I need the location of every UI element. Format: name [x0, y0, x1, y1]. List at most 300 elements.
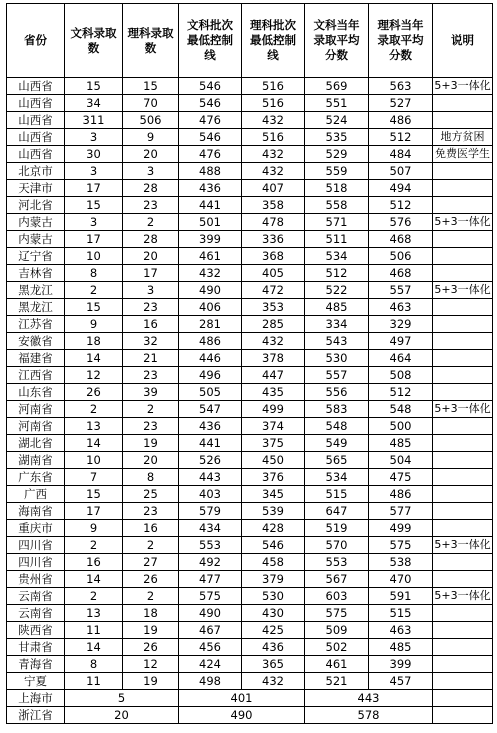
table-cell: 575 — [369, 537, 433, 554]
table-cell: 546 — [179, 95, 242, 112]
table-cell: 511 — [305, 231, 369, 248]
table-cell: 山西省 — [7, 112, 65, 129]
table-cell: 376 — [242, 469, 305, 486]
table-cell — [433, 350, 493, 367]
table-cell: 23 — [123, 197, 179, 214]
table-cell: 463 — [369, 299, 433, 316]
table-cell: 447 — [242, 367, 305, 384]
table-cell: 432 — [242, 673, 305, 690]
table-cell: 430 — [242, 605, 305, 622]
table-cell: 576 — [369, 214, 433, 231]
table-cell: 516 — [242, 95, 305, 112]
column-header: 理科当年录取平均分数 — [369, 4, 433, 78]
table-cell: 500 — [369, 418, 433, 435]
table-cell: 河南省 — [7, 418, 65, 435]
table-row-merged — [7, 690, 493, 707]
table-cell: 26 — [123, 639, 179, 656]
table-cell: 16 — [123, 316, 179, 333]
table-cell: 27 — [123, 554, 179, 571]
table-cell: 3 — [65, 214, 123, 231]
table-cell: 15 — [123, 78, 179, 95]
table-cell: 461 — [179, 248, 242, 265]
table-cell: 524 — [305, 112, 369, 129]
table-cell — [433, 384, 493, 401]
column-header: 理科批次最低控制线 — [242, 4, 305, 78]
table-cell: 311 — [65, 112, 123, 129]
table-cell: 432 — [242, 112, 305, 129]
table-cell: 2 — [65, 537, 123, 554]
table-cell: 518 — [305, 180, 369, 197]
column-header: 文科批次最低控制线 — [179, 4, 242, 78]
table-cell: 30 — [65, 146, 123, 163]
table-cell: 山东省 — [7, 384, 65, 401]
table-row — [7, 639, 493, 656]
table-cell: 425 — [242, 622, 305, 639]
table-cell: 475 — [369, 469, 433, 486]
table-cell: 406 — [179, 299, 242, 316]
table-cell: 15 — [65, 197, 123, 214]
table-cell: 565 — [305, 452, 369, 469]
table-cell — [433, 486, 493, 503]
table-cell: 15 — [65, 299, 123, 316]
table-cell: 辽宁省 — [7, 248, 65, 265]
table-cell: 484 — [369, 146, 433, 163]
table-cell: 476 — [179, 146, 242, 163]
table-cell: 内蒙古 — [7, 231, 65, 248]
table-cell: 436 — [242, 639, 305, 656]
table-row — [7, 214, 493, 231]
table-row — [7, 299, 493, 316]
table-cell: 368 — [242, 248, 305, 265]
table-row — [7, 452, 493, 469]
table-cell: 2 — [123, 588, 179, 605]
table-cell: 519 — [305, 520, 369, 537]
table-cell: 506 — [369, 248, 433, 265]
table-cell: 534 — [305, 248, 369, 265]
table-cell: 450 — [242, 452, 305, 469]
table-cell: 435 — [242, 384, 305, 401]
table-cell: 512 — [369, 384, 433, 401]
table-cell: 336 — [242, 231, 305, 248]
table-cell: 546 — [179, 78, 242, 95]
table-cell: 578 — [305, 707, 433, 724]
table-cell — [433, 316, 493, 333]
table-cell: 天津市 — [7, 180, 65, 197]
table-cell: 14 — [65, 571, 123, 588]
table-row — [7, 537, 493, 554]
table-cell: 11 — [65, 673, 123, 690]
table-row — [7, 282, 493, 299]
table-cell: 527 — [369, 95, 433, 112]
table-row — [7, 146, 493, 163]
table-cell: 13 — [65, 605, 123, 622]
table-cell: 559 — [305, 163, 369, 180]
table-row — [7, 231, 493, 248]
table-cell: 512 — [369, 129, 433, 146]
table-cell: 470 — [369, 571, 433, 588]
admission-table — [6, 3, 493, 724]
table-cell: 免费医学生 — [433, 146, 493, 163]
table-cell: 547 — [179, 401, 242, 418]
table-cell: 2 — [65, 588, 123, 605]
table-cell — [433, 452, 493, 469]
table-cell: 18 — [65, 333, 123, 350]
table-cell: 556 — [305, 384, 369, 401]
table-cell: 548 — [369, 401, 433, 418]
table-cell: 山西省 — [7, 146, 65, 163]
table-cell: 477 — [179, 571, 242, 588]
header-row — [7, 4, 493, 78]
table-cell: 8 — [65, 265, 123, 282]
table-cell: 20 — [123, 146, 179, 163]
table-cell: 530 — [305, 350, 369, 367]
table-cell: 499 — [369, 520, 433, 537]
table-cell: 广西 — [7, 486, 65, 503]
table-cell: 424 — [179, 656, 242, 673]
table-cell: 湖北省 — [7, 435, 65, 452]
table-cell — [433, 554, 493, 571]
table-cell: 11 — [65, 622, 123, 639]
table-cell-empty — [433, 707, 493, 724]
table-cell: 516 — [242, 129, 305, 146]
table-row — [7, 418, 493, 435]
table-cell: 443 — [305, 690, 433, 707]
table-cell — [433, 639, 493, 656]
table-cell: 浙江省 — [7, 707, 65, 724]
table-body — [7, 78, 493, 724]
table-cell: 486 — [179, 333, 242, 350]
table-cell: 504 — [369, 452, 433, 469]
table-cell: 34 — [65, 95, 123, 112]
column-header: 理科录取数 — [123, 4, 179, 78]
table-cell: 12 — [65, 367, 123, 384]
table-cell — [433, 520, 493, 537]
table-cell: 575 — [305, 605, 369, 622]
column-header: 文科录取数 — [65, 4, 123, 78]
table-cell: 446 — [179, 350, 242, 367]
table-cell: 2 — [123, 401, 179, 418]
table-row — [7, 265, 493, 282]
table-cell: 432 — [179, 265, 242, 282]
table-cell: 502 — [305, 639, 369, 656]
table-cell: 441 — [179, 435, 242, 452]
table-cell: 538 — [369, 554, 433, 571]
table-cell: 443 — [179, 469, 242, 486]
table-cell: 15 — [65, 486, 123, 503]
table-row — [7, 435, 493, 452]
table-cell: 486 — [369, 486, 433, 503]
table-cell — [433, 673, 493, 690]
table-cell: 468 — [369, 231, 433, 248]
table-cell: 陕西省 — [7, 622, 65, 639]
table-cell: 557 — [369, 282, 433, 299]
table-cell: 285 — [242, 316, 305, 333]
table-cell: 18 — [123, 605, 179, 622]
table-row — [7, 333, 493, 350]
table-cell: 25 — [123, 486, 179, 503]
table-cell — [433, 248, 493, 265]
table-cell: 478 — [242, 214, 305, 231]
table-row — [7, 554, 493, 571]
table-cell: 19 — [123, 435, 179, 452]
table-cell: 432 — [242, 333, 305, 350]
table-cell: 15 — [65, 78, 123, 95]
table-cell: 501 — [179, 214, 242, 231]
table-cell — [433, 418, 493, 435]
table-cell: 3 — [123, 282, 179, 299]
table-cell: 515 — [305, 486, 369, 503]
table-cell: 535 — [305, 129, 369, 146]
table-cell: 17 — [65, 503, 123, 520]
table-cell — [433, 503, 493, 520]
table-cell: 5+3一体化 — [433, 401, 493, 418]
column-header: 文科当年录取平均分数 — [305, 4, 369, 78]
table-cell: 515 — [369, 605, 433, 622]
table-cell: 山西省 — [7, 95, 65, 112]
table-cell: 374 — [242, 418, 305, 435]
table-row — [7, 367, 493, 384]
table-cell: 云南省 — [7, 605, 65, 622]
table-cell: 403 — [179, 486, 242, 503]
table-row — [7, 316, 493, 333]
table-cell: 553 — [305, 554, 369, 571]
table-row — [7, 588, 493, 605]
table-cell: 375 — [242, 435, 305, 452]
table-cell: 甘肃省 — [7, 639, 65, 656]
table-cell: 490 — [179, 605, 242, 622]
table-cell: 青海省 — [7, 656, 65, 673]
table-cell: 10 — [65, 452, 123, 469]
table-cell: 19 — [123, 622, 179, 639]
table-cell: 567 — [305, 571, 369, 588]
table-cell: 436 — [179, 418, 242, 435]
table-cell: 湖南省 — [7, 452, 65, 469]
table-cell: 14 — [65, 350, 123, 367]
table-cell: 福建省 — [7, 350, 65, 367]
table-cell — [433, 163, 493, 180]
table-cell: 贵州省 — [7, 571, 65, 588]
table-row — [7, 622, 493, 639]
table-row — [7, 180, 493, 197]
table-row — [7, 95, 493, 112]
table-cell: 2 — [65, 282, 123, 299]
table-cell: 497 — [369, 333, 433, 350]
table-cell: 551 — [305, 95, 369, 112]
table-cell: 458 — [242, 554, 305, 571]
table-cell: 23 — [123, 367, 179, 384]
table-cell: 8 — [123, 469, 179, 486]
table-cell: 546 — [179, 129, 242, 146]
table-cell: 重庆市 — [7, 520, 65, 537]
table-cell: 20 — [123, 452, 179, 469]
table-cell — [433, 367, 493, 384]
table-cell: 5+3一体化 — [433, 214, 493, 231]
table-cell: 378 — [242, 350, 305, 367]
table-cell: 2 — [65, 401, 123, 418]
table-cell: 506 — [123, 112, 179, 129]
table-cell: 3 — [65, 163, 123, 180]
table-cell: 16 — [65, 554, 123, 571]
table-cell: 399 — [179, 231, 242, 248]
table-cell — [433, 299, 493, 316]
table-cell: 577 — [369, 503, 433, 520]
table-cell — [433, 571, 493, 588]
table-cell: 485 — [369, 435, 433, 452]
table-cell: 17 — [123, 265, 179, 282]
table-cell: 17 — [65, 180, 123, 197]
table-row — [7, 571, 493, 588]
table-row — [7, 673, 493, 690]
table-row — [7, 78, 493, 95]
table-cell: 492 — [179, 554, 242, 571]
table-cell: 508 — [369, 367, 433, 384]
table-cell: 529 — [305, 146, 369, 163]
table-cell — [433, 656, 493, 673]
table-cell: 7 — [65, 469, 123, 486]
table-cell: 509 — [305, 622, 369, 639]
table-cell: 39 — [123, 384, 179, 401]
table-row — [7, 656, 493, 673]
table-cell: 12 — [123, 656, 179, 673]
table-cell-empty — [433, 690, 493, 707]
table-cell: 563 — [369, 78, 433, 95]
table-row — [7, 384, 493, 401]
table-cell: 江苏省 — [7, 316, 65, 333]
table-cell: 2 — [123, 214, 179, 231]
table-cell: 464 — [369, 350, 433, 367]
table-cell: 28 — [123, 180, 179, 197]
table-cell: 北京市 — [7, 163, 65, 180]
table-cell: 512 — [369, 197, 433, 214]
table-cell: 432 — [242, 146, 305, 163]
table-cell: 14 — [65, 639, 123, 656]
table-cell: 456 — [179, 639, 242, 656]
table-row-merged — [7, 707, 493, 724]
table-cell: 3 — [123, 163, 179, 180]
table-cell: 490 — [179, 707, 305, 724]
table-cell — [433, 95, 493, 112]
table-cell: 20 — [65, 707, 179, 724]
table-cell: 603 — [305, 588, 369, 605]
table-cell: 512 — [305, 265, 369, 282]
table-cell: 345 — [242, 486, 305, 503]
table-cell — [433, 469, 493, 486]
table-cell: 内蒙古 — [7, 214, 65, 231]
table-cell: 358 — [242, 197, 305, 214]
table-cell: 522 — [305, 282, 369, 299]
table-cell: 571 — [305, 214, 369, 231]
table-cell: 467 — [179, 622, 242, 639]
table-cell: 26 — [65, 384, 123, 401]
table-cell: 23 — [123, 299, 179, 316]
table-cell: 吉林省 — [7, 265, 65, 282]
table-cell: 地方贫困 — [433, 129, 493, 146]
table-cell — [433, 605, 493, 622]
table-cell: 401 — [179, 690, 305, 707]
table-row — [7, 520, 493, 537]
table-cell: 江西省 — [7, 367, 65, 384]
table-cell: 496 — [179, 367, 242, 384]
table-cell: 461 — [305, 656, 369, 673]
table-cell: 上海市 — [7, 690, 65, 707]
table-cell: 23 — [123, 503, 179, 520]
table-cell: 575 — [179, 588, 242, 605]
table-cell: 488 — [179, 163, 242, 180]
table-cell: 山西省 — [7, 129, 65, 146]
table-cell: 广东省 — [7, 469, 65, 486]
table-cell — [433, 180, 493, 197]
table-cell: 17 — [65, 231, 123, 248]
table-cell: 5+3一体化 — [433, 537, 493, 554]
table-cell: 5+3一体化 — [433, 78, 493, 95]
table-row — [7, 197, 493, 214]
table-cell: 353 — [242, 299, 305, 316]
table-row — [7, 163, 493, 180]
table-cell: 494 — [369, 180, 433, 197]
table-cell: 436 — [179, 180, 242, 197]
table-cell: 宁夏 — [7, 673, 65, 690]
table-cell: 3 — [65, 129, 123, 146]
table-cell: 19 — [123, 673, 179, 690]
table-cell — [433, 197, 493, 214]
table-cell: 13 — [65, 418, 123, 435]
table-cell: 黑龙江 — [7, 282, 65, 299]
table-cell: 四川省 — [7, 537, 65, 554]
table-cell: 569 — [305, 78, 369, 95]
table-cell: 405 — [242, 265, 305, 282]
table-cell: 黑龙江 — [7, 299, 65, 316]
table-cell: 281 — [179, 316, 242, 333]
table-row — [7, 605, 493, 622]
table-row — [7, 469, 493, 486]
table-cell: 468 — [369, 265, 433, 282]
table-cell: 553 — [179, 537, 242, 554]
table-cell: 486 — [369, 112, 433, 129]
table-cell: 河北省 — [7, 197, 65, 214]
table-cell: 526 — [179, 452, 242, 469]
table-cell: 329 — [369, 316, 433, 333]
table-cell: 5 — [65, 690, 179, 707]
table-cell: 334 — [305, 316, 369, 333]
table-cell: 546 — [242, 537, 305, 554]
table-cell: 山西省 — [7, 78, 65, 95]
table-cell: 557 — [305, 367, 369, 384]
table-cell: 579 — [179, 503, 242, 520]
table-cell: 485 — [369, 639, 433, 656]
table-cell: 河南省 — [7, 401, 65, 418]
table-cell: 四川省 — [7, 554, 65, 571]
table-cell: 21 — [123, 350, 179, 367]
table-row — [7, 248, 493, 265]
table-cell: 530 — [242, 588, 305, 605]
table-cell: 463 — [369, 622, 433, 639]
table-cell: 548 — [305, 418, 369, 435]
table-cell: 499 — [242, 401, 305, 418]
table-cell: 379 — [242, 571, 305, 588]
table-cell: 583 — [305, 401, 369, 418]
table-cell: 20 — [123, 248, 179, 265]
table-cell: 498 — [179, 673, 242, 690]
table-cell: 云南省 — [7, 588, 65, 605]
table-cell: 591 — [369, 588, 433, 605]
table-row — [7, 350, 493, 367]
table-cell: 28 — [123, 231, 179, 248]
table-cell: 9 — [123, 129, 179, 146]
table-cell: 365 — [242, 656, 305, 673]
table-cell: 505 — [179, 384, 242, 401]
table-cell: 5+3一体化 — [433, 588, 493, 605]
table-cell — [433, 622, 493, 639]
